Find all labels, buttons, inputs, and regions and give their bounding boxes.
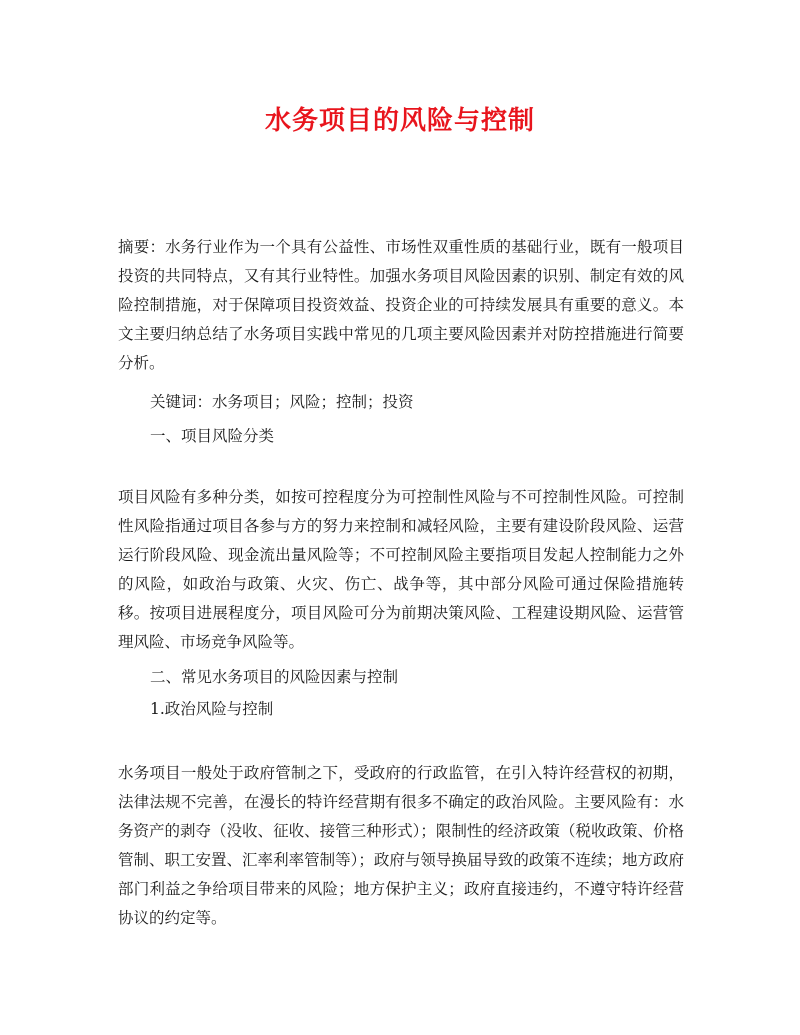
subsection-1-paragraph: 水务项目一般处于政府管制之下，受政府的行政监管，在引入特许经营权的初期，法律法规不完善，在漫长的特许经营期有很多不确定的政治风险。主要风险有：水务资产的剥夺（没收、征收、接管三种形式）；限制性的经济政策（税收政策、价格管制、职工安置、汇率利率管制等）；政府与领导换届导致的政策不连续；地方政府部门利益之争给项目带来的风险；地方保护主义；政府直接违约，不遵守特许经营协议的约定等。 bbox=[118, 764, 684, 927]
abstract-paragraph: 摘要：水务行业作为一个具有公益性、市场性双重性质的基础行业，既有一般项目投资的共同特点，又有其行业特性。加强水务项目风险因素的识别、制定有效的风险控制措施，对于保障项目投资效益、投资企业的可持续发展具有重要的意义。本文主要归纳总结了水务项目实践中常见的几项主要风险因素并对防控措施进行简要分析。 bbox=[118, 238, 684, 372]
section-heading-2: 二、常见水务项目的风险因素与控制 bbox=[150, 668, 399, 686]
keywords-line: 关键词：水务项目；风险；控制；投资 bbox=[150, 393, 414, 411]
subsection-heading-1: 1.政治风险与控制 bbox=[150, 700, 274, 718]
section-1-paragraph: 项目风险有多种分类，如按可控程度分为可控制性风险与不可控制性风险。可控制性风险指通过项目各参与方的努力来控制和减轻风险，主要有建设阶段风险、运营运行阶段风险、现金流出量风险等；不可控制风险主要指项目发起人控制能力之外的风险，如政治与政策、火灾、伤亡、战争等，其中部分风险可通过保险措施转移。按项目进展程度分，项目风险可分为前期决策风险、工程建设期风险、运营管理风险、市场竞争风险等。 bbox=[118, 488, 684, 651]
document-title: 水务项目的风险与控制 bbox=[264, 106, 535, 136]
section-heading-1: 一、项目风险分类 bbox=[150, 427, 275, 445]
